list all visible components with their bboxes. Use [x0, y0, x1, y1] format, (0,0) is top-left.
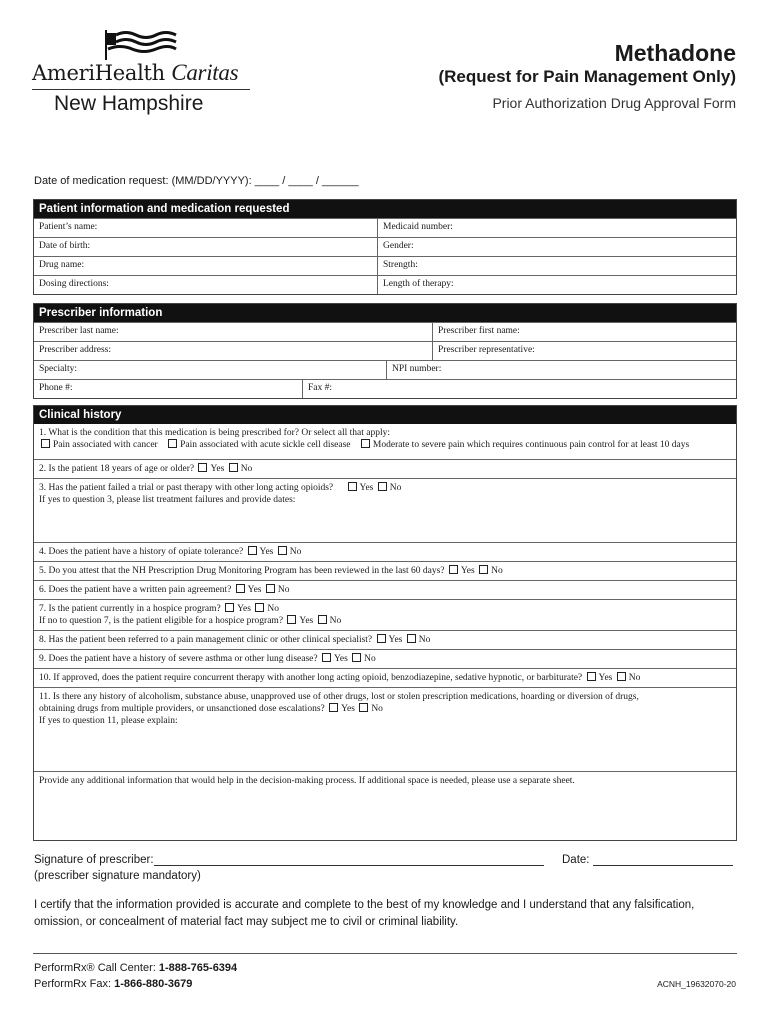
phone-field[interactable]: Phone #:: [39, 383, 73, 393]
checkbox[interactable]: [378, 482, 387, 491]
question-4: 4. Does the patient have a history of opiate tolerance? Yes No: [34, 542, 736, 561]
signature-date-field[interactable]: [593, 853, 733, 866]
additional-info-field[interactable]: Provide any additional information that would help in the decision-making process. If additional space is needed, please use a separate sheet.: [34, 771, 736, 790]
date-row: Date:: [562, 853, 733, 866]
checkbox[interactable]: [361, 439, 370, 448]
checkbox[interactable]: [229, 463, 238, 472]
npi-number-field[interactable]: NPI number:: [386, 361, 736, 379]
section-heading: Clinical history: [34, 406, 736, 424]
checkbox[interactable]: [41, 439, 50, 448]
question-6: 6. Does the patient have a written pain agreement? Yes No: [34, 580, 736, 599]
checkbox[interactable]: [449, 565, 458, 574]
checkbox[interactable]: [225, 603, 234, 612]
patient-name-field[interactable]: Patient’s name:: [39, 222, 98, 232]
checkbox[interactable]: [236, 584, 245, 593]
checkbox[interactable]: [287, 615, 296, 624]
form-name: Prior Authorization Drug Approval Form: [492, 95, 736, 111]
question-2: 2. Is the patient 18 years of age or older? Yes No: [34, 459, 736, 478]
question-7: 7. Is the patient currently in a hospice program? Yes No If no to question 7, is the patient eligible for a hospice program? Yes No: [34, 599, 736, 630]
signature-field[interactable]: [154, 853, 544, 866]
page-title: Methadone: [614, 40, 736, 66]
checkbox[interactable]: [266, 584, 275, 593]
form-code: ACNH_19632070-20: [657, 979, 736, 989]
fax-field[interactable]: Fax #:: [302, 380, 736, 398]
question-11: 11. Is there any history of alcoholism, substance abuse, unapproved use of other drugs, lost or stolen prescription medications, hoarding or diversion of drugs, obtaining drugs from multiple providers, or unsanctioned dose escalations? Yes No If yes to question 11, please explain:: [34, 687, 736, 771]
strength-field[interactable]: Strength:: [377, 257, 736, 275]
question-1: 1. What is the condition that this medication is being prescribed for? Or select all that apply: Pain associated with cancer Pain associated with acute sickle cell disease Moderate to severe pain which requires continuous pain control for at least 10 days: [39, 428, 690, 450]
date-of-birth-field[interactable]: Date of birth:: [39, 241, 91, 251]
signature-mandatory-note: (prescriber signature mandatory): [34, 870, 201, 882]
checkbox[interactable]: [329, 703, 338, 712]
checkbox[interactable]: [407, 634, 416, 643]
page-subtitle: (Request for Pain Management Only): [438, 67, 736, 86]
checkbox[interactable]: [617, 672, 626, 681]
checkbox[interactable]: [377, 634, 386, 643]
brand-state: New Hampshire: [54, 92, 204, 115]
gender-field[interactable]: Gender:: [377, 238, 736, 256]
question-3: 3. Has the patient failed a trial or past therapy with other long acting opioids? Yes No If yes to question 3, please list treatment failures and provide dates:: [34, 478, 736, 542]
checkbox[interactable]: [318, 615, 327, 624]
prescriber-first-name-field[interactable]: Prescriber first name:: [432, 323, 736, 341]
fax-line: PerformRx Fax: 1-866-880-3679: [34, 978, 193, 990]
question-8: 8. Has the patient been referred to a pain management clinic or other clinical specialist? Yes No: [34, 630, 736, 649]
checkbox[interactable]: [352, 653, 361, 662]
checkbox[interactable]: [587, 672, 596, 681]
prescriber-representative-field[interactable]: Prescriber representative:: [432, 342, 736, 360]
brand-name: AmeriHealth Caritas: [32, 60, 239, 85]
question-5: 5. Do you attest that the NH Prescription Drug Monitoring Program has been reviewed in the last 60 days? Yes No: [34, 561, 736, 580]
drug-name-field[interactable]: Drug name:: [39, 260, 85, 270]
prescriber-address-field[interactable]: Prescriber address:: [39, 345, 112, 355]
section-heading: Prescriber information: [34, 304, 736, 322]
checkbox[interactable]: [479, 565, 488, 574]
signature-row: Signature of prescriber:: [34, 853, 544, 866]
prescriber-last-name-field[interactable]: Prescriber last name:: [39, 326, 119, 336]
checkbox[interactable]: [359, 703, 368, 712]
checkbox[interactable]: [348, 482, 357, 491]
medicaid-number-field[interactable]: Medicaid number:: [377, 219, 736, 237]
logo: [32, 30, 262, 125]
clinical-section: [33, 405, 737, 841]
checkbox[interactable]: [198, 463, 207, 472]
prescriber-section: [33, 303, 737, 399]
dosing-directions-field[interactable]: Dosing directions:: [39, 279, 109, 289]
question-10: 10. If approved, does the patient require concurrent therapy with another long acting opioid, benzodiazepine, sedative hypnotic, or barbiturate? Yes No: [34, 668, 736, 687]
section-heading: Patient information and medication requested: [34, 200, 736, 218]
call-center-line: PerformRx® Call Center: 1-888-765-6394: [34, 962, 238, 974]
specialty-field[interactable]: Specialty:: [39, 364, 77, 374]
question-9: 9. Does the patient have a history of severe asthma or other lung disease? Yes No: [34, 649, 736, 668]
checkbox[interactable]: [255, 603, 264, 612]
checkbox[interactable]: [322, 653, 331, 662]
checkbox[interactable]: [168, 439, 177, 448]
patient-section: [33, 199, 737, 295]
checkbox[interactable]: [278, 546, 287, 555]
date-of-request-field[interactable]: Date of medication request: (MM/DD/YYYY): ____ / ____ / ______: [34, 175, 359, 187]
flag-logo-icon: [102, 30, 182, 60]
checkbox[interactable]: [248, 546, 257, 555]
length-of-therapy-field[interactable]: Length of therapy:: [377, 276, 736, 294]
certification-statement: I certify that the information provided is accurate and complete to the best of my knowledge and I understand that any falsification, omission, or concealment of material fact may subject me to civil or criminal liability.: [34, 899, 695, 928]
